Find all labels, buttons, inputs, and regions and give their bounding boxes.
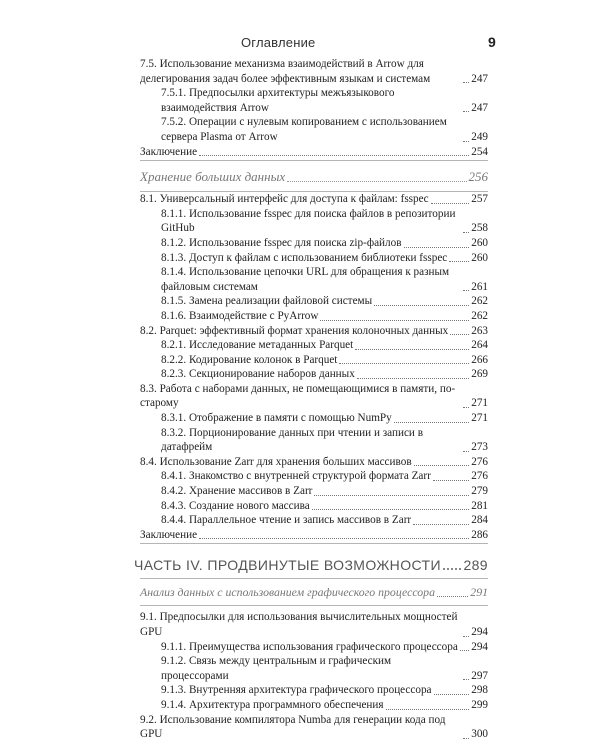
page-header <box>0 35 600 55</box>
toc-entry: 8.3.2. Порционирование данных при чтении и записи в датафрейм 273 <box>161 426 488 454</box>
toc-entry: 8.4.3. Создание нового массива 281 <box>161 499 488 512</box>
toc-entry: 8.2. Parquet: эффективный формат хранения колоночных данных 263 <box>140 324 488 337</box>
toc-entry: Заключение 254 <box>140 145 488 158</box>
toc-entry: 8.4.4. Параллельное чтение и запись массивов в Zarr 284 <box>161 514 488 527</box>
toc-entry: 7.5.1. Предпосылки архитектуры межъязыкового взаимодействия Arrow 247 <box>161 87 488 114</box>
toc-entry: 8.1. Универсальный интерфейс для доступа к файлам: fsspec 257 <box>140 193 488 206</box>
toc-entry: 8.1.6. Взаимодействие с PyArrow 262 <box>161 309 488 322</box>
toc-entry: 8.1.1. Использование fsspec для поиска файлов в репозитории GitHub 258 <box>161 207 488 235</box>
table-of-contents <box>134 57 488 742</box>
divider <box>140 605 488 606</box>
toc-entry: Заключение 286 <box>140 528 488 541</box>
toc-entry: 8.2.2. Кодирование колонок в Parquet 266 <box>161 353 488 366</box>
toc-entry: 7.5. Использование механизма взаимодействий в Arrow для делегирования задач более эффективным языкам и системам 247 <box>140 58 488 85</box>
toc-entry: 8.3. Работа с наборами данных, не помещающимися в памяти, по-старому 271 <box>140 382 488 410</box>
toc-entry: 8.2.3. Секционирование наборов данных 269 <box>161 368 488 381</box>
toc-entry: 7.5.2. Операции с нулевым копированием с использованием сервера Plasma от Arrow 249 <box>161 116 488 143</box>
toc-entry: 8.1.2. Использование fsspec для поиска zip-файлов 260 <box>161 236 488 249</box>
toc-entry: 9.2. Использование компилятора Numba для генерации кода под GPU 300 <box>140 713 488 741</box>
toc-entry: 8.4.2. Хранение массивов в Zarr 279 <box>161 485 488 498</box>
divider <box>140 543 488 544</box>
divider <box>140 578 488 579</box>
toc-entry: 8.1.5. Замена реализации файловой системы 262 <box>161 295 488 308</box>
toc-entry: 8.3.1. Отображение в памяти с помощью NumPy 271 <box>161 412 488 425</box>
toc-part: ЧАСТЬ IV. ПРОДВИНУТЫЕ ВОЗМОЖНОСТИ 289 <box>134 557 488 574</box>
toc-entry: 8.1.4. Использование цепочки URL для обращения к разным файловым системам 261 <box>161 266 488 293</box>
toc-entry: 9.1.3. Внутренняя архитектура графического процессора 298 <box>161 684 488 697</box>
header-title: Оглавление <box>241 35 316 50</box>
toc-entry: 8.1.3. Доступ к файлам с использованием библиотеки fsspec 260 <box>161 251 488 264</box>
toc-entry: 8.4. Использование Zarr для хранения больших массивов 276 <box>140 455 488 468</box>
toc-entry: 9.1.4. Архитектура программного обеспечения 299 <box>161 698 488 711</box>
toc-entry: 9.1.2. Связь между центральным и графическим процессорами 297 <box>161 655 488 682</box>
toc-chapter: Анализ данных с использованием графического процессора 291 <box>140 585 488 600</box>
toc-entry: 8.2.1. Исследование метаданных Parquet 264 <box>161 339 488 352</box>
page-number: 9 <box>488 34 496 50</box>
toc-entry: 8.4.1. Знакомство с внутренней структурой формата Zarr 276 <box>161 470 488 483</box>
divider <box>140 160 488 161</box>
toc-entry: 9.1.1. Преимущества использования графического процессора 294 <box>161 640 488 653</box>
toc-chapter: Хранение больших данных 256 <box>140 169 488 185</box>
toc-entry: 9.1. Предпосылки для использования вычислительных мощностей GPU 294 <box>140 611 488 638</box>
